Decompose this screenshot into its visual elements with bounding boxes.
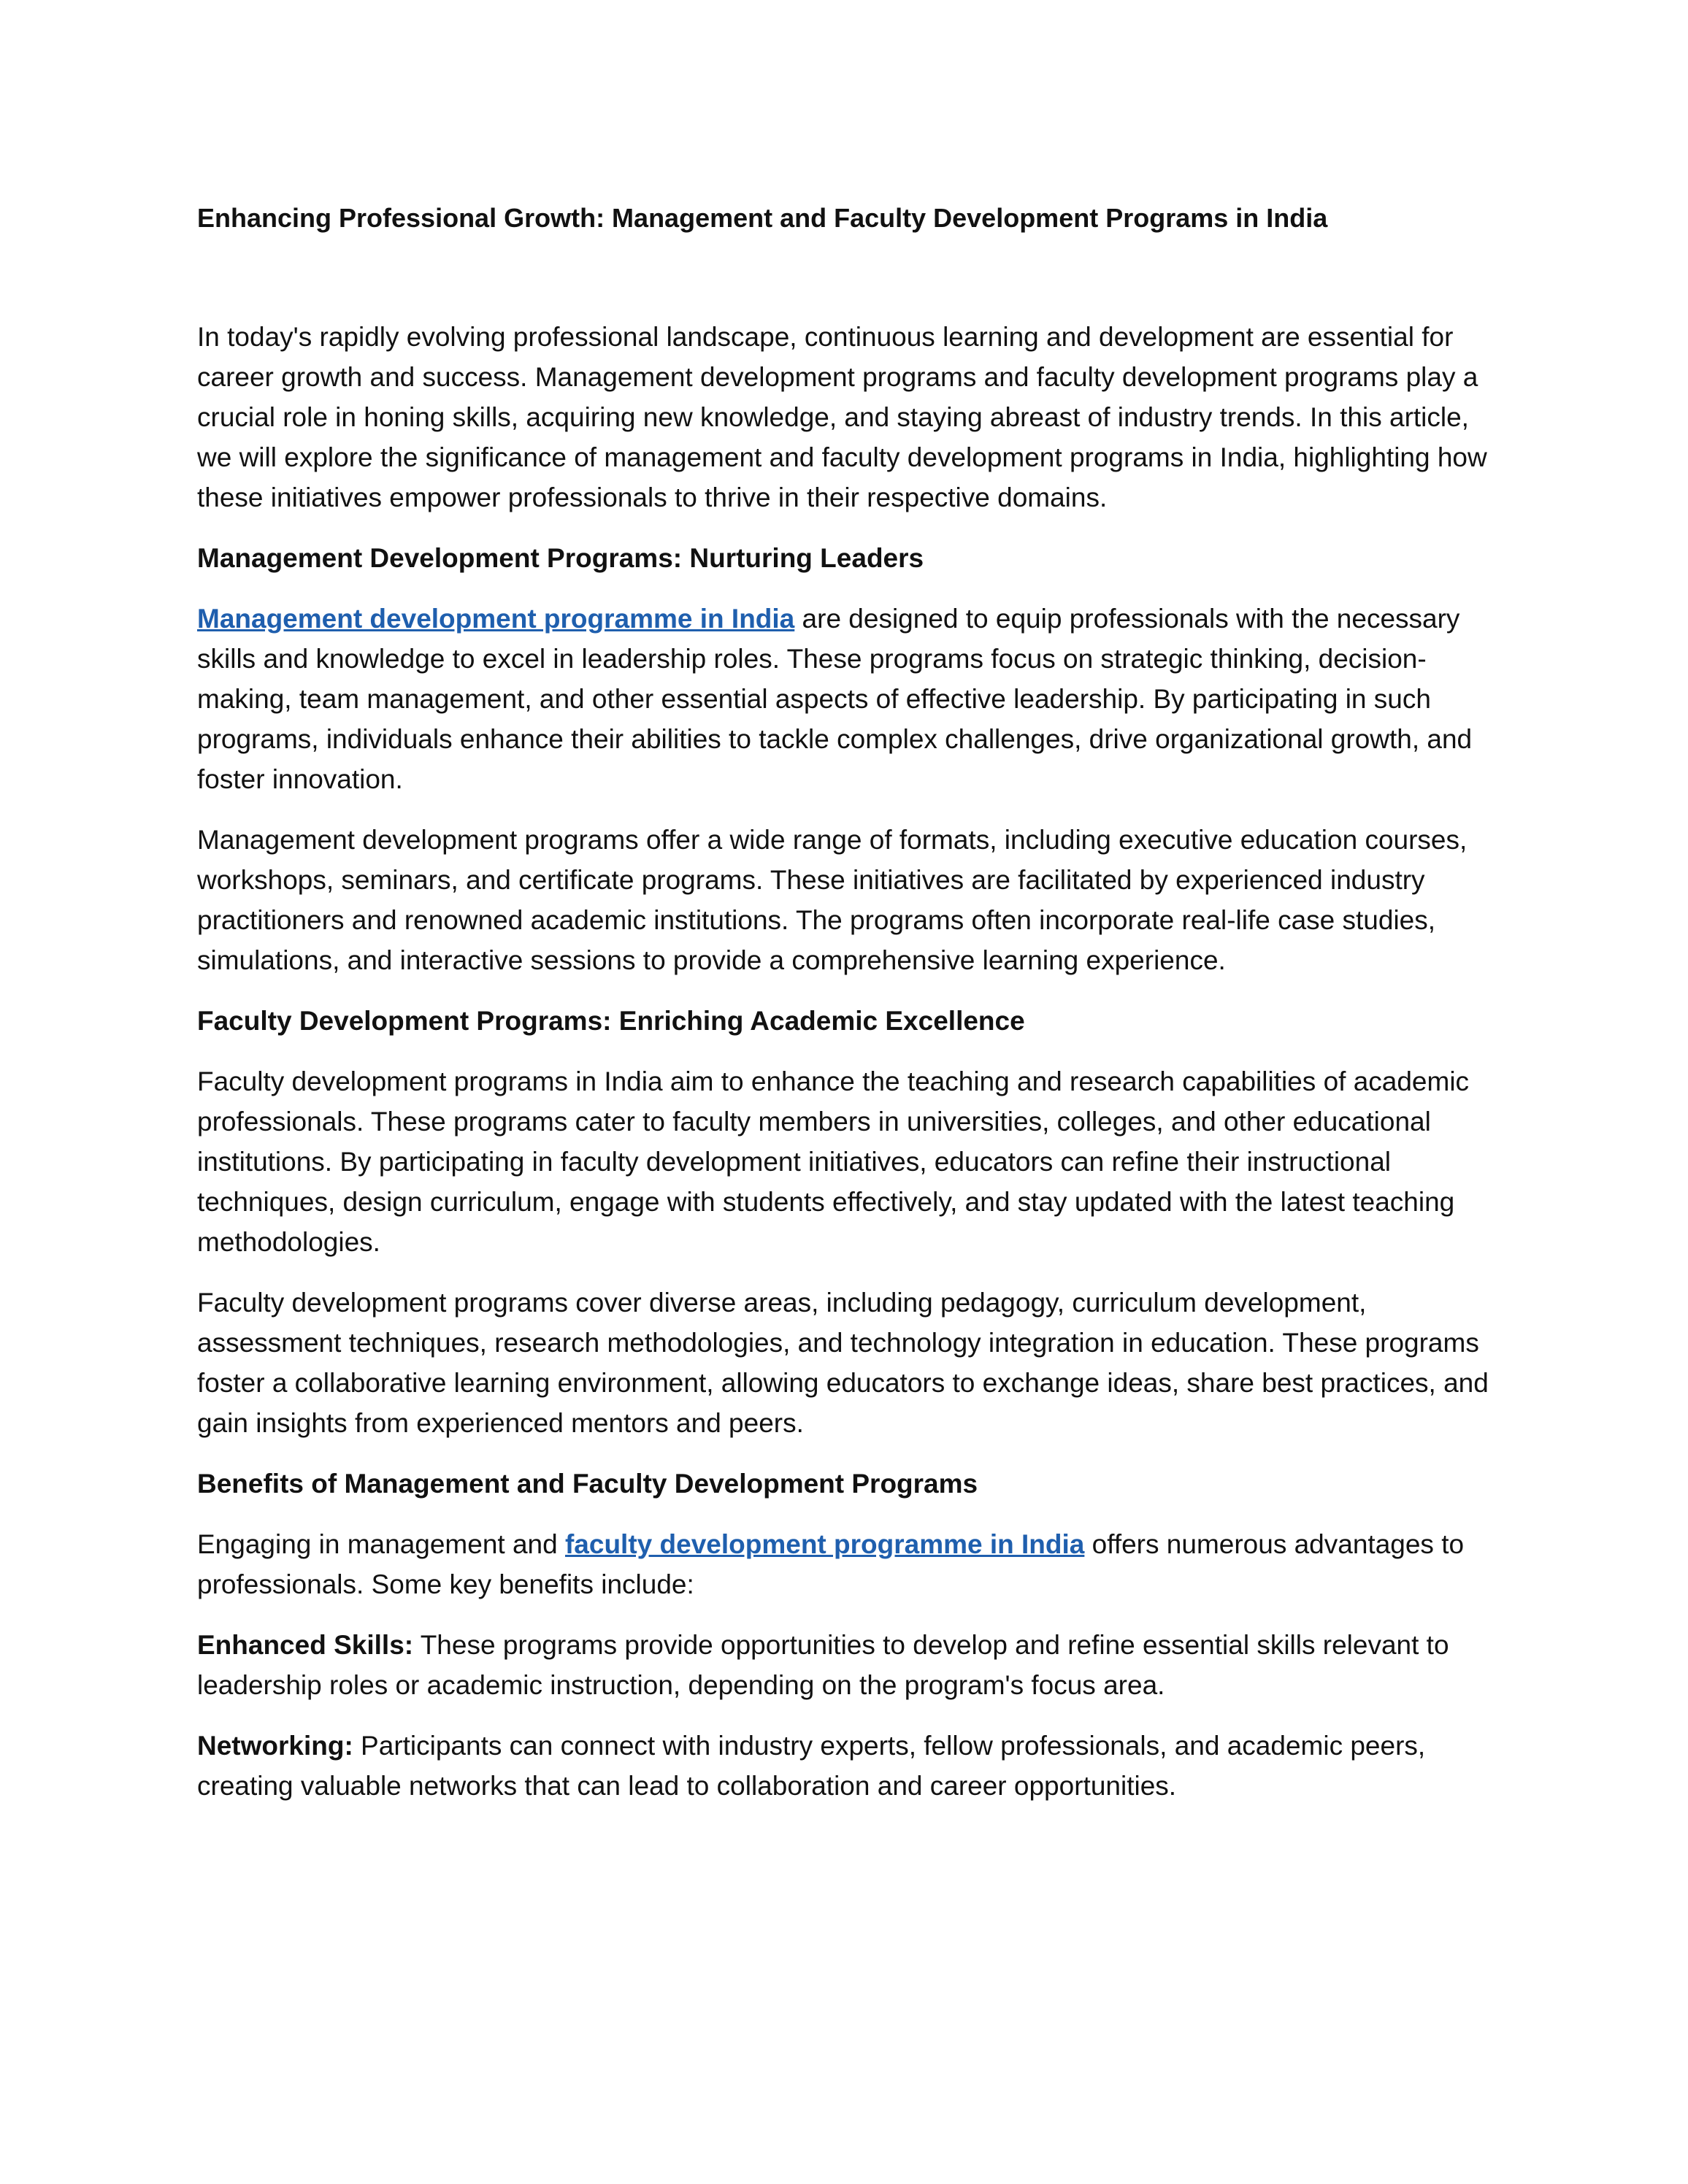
benefit-item xyxy=(197,1726,1497,1806)
management-paragraph-1 xyxy=(197,599,1497,799)
benefit-label: Enhanced Skills: xyxy=(197,1630,414,1660)
faculty-paragraph-2: Faculty development programs cover diverse areas, including pedagogy, curriculum development, assessment techniques, research methodologies, and technology integration in education. These programs foster a collaborative learning environment, allowing educators to exchange ideas, share best practices, and gain insights from experienced mentors and peers. xyxy=(197,1288,1489,1438)
benefits-intro-rest: offers numerous advantages to professionals. Some key benefits include: xyxy=(197,1529,1465,1599)
benefit-text: These programs provide opportunities to develop and refine essential skills relevant to leadership roles or academic instruction, depending on the program's focus area. xyxy=(197,1630,1449,1700)
section-heading-management: Management Development Programs: Nurturing Leaders xyxy=(197,543,924,573)
management-paragraph-1-text: are designed to equip professionals with the necessary skills and knowledge to excel in leadership roles. These programs focus on strategic thinking, decision-making, team management, and other essential aspects of effective leadership. By participating in such programs, individuals enhance their abilities to tackle complex challenges, drive organizational growth, and foster innovation. xyxy=(197,604,1473,794)
section-heading-faculty: Faculty Development Programs: Enriching Academic Excellence xyxy=(197,1006,1025,1036)
document-title: Enhancing Professional Growth: Management and Faculty Development Programs in India xyxy=(197,203,1328,233)
section-heading-benefits: Benefits of Management and Faculty Development Programs xyxy=(197,1469,978,1499)
benefit-item xyxy=(197,1625,1497,1705)
faculty-paragraph-1: Faculty development programs in India aim to enhance the teaching and research capabilities of academic professionals. These programs cater to faculty members in universities, colleges, and other educational institutions. By participating in faculty development initiatives, educators can refine their instructional techniques, design curriculum, engage with students effectively, and stay updated with the latest teaching methodologies. xyxy=(197,1066,1470,1257)
benefits-intro-start: Engaging in management and xyxy=(197,1529,565,1559)
benefit-text: Participants can connect with industry experts, fellow professionals, and academic peers, creating valuable networks that can lead to collaboration and career opportunities. xyxy=(197,1731,1426,1801)
management-paragraph-2: Management development programs offer a wide range of formats, including executive education courses, workshops, seminars, and certificate programs. These initiatives are facilitated by experienced industry practitioners and renowned academic institutions. The programs often incorporate real-life case studies, simulations, and interactive sessions to provide a comprehensive learning experience. xyxy=(197,825,1468,975)
benefits-intro-paragraph xyxy=(197,1524,1497,1604)
benefit-label: Networking: xyxy=(197,1731,353,1761)
management-programme-link[interactable]: Management development programme in India xyxy=(197,604,795,634)
document-body xyxy=(197,317,1497,1826)
faculty-programme-link[interactable]: faculty development programme in India xyxy=(564,1529,1085,1559)
intro-paragraph: In today's rapidly evolving professional landscape, continuous learning and development are essential for career growth and success. Management development programs and faculty development programs play a crucial role in honing skills, acquiring new knowledge, and staying abreast of industry trends. In this article, we will explore the significance of management and faculty development programs in India, highlighting how these initiatives empower professionals to thrive in their respective domains. xyxy=(197,322,1487,512)
